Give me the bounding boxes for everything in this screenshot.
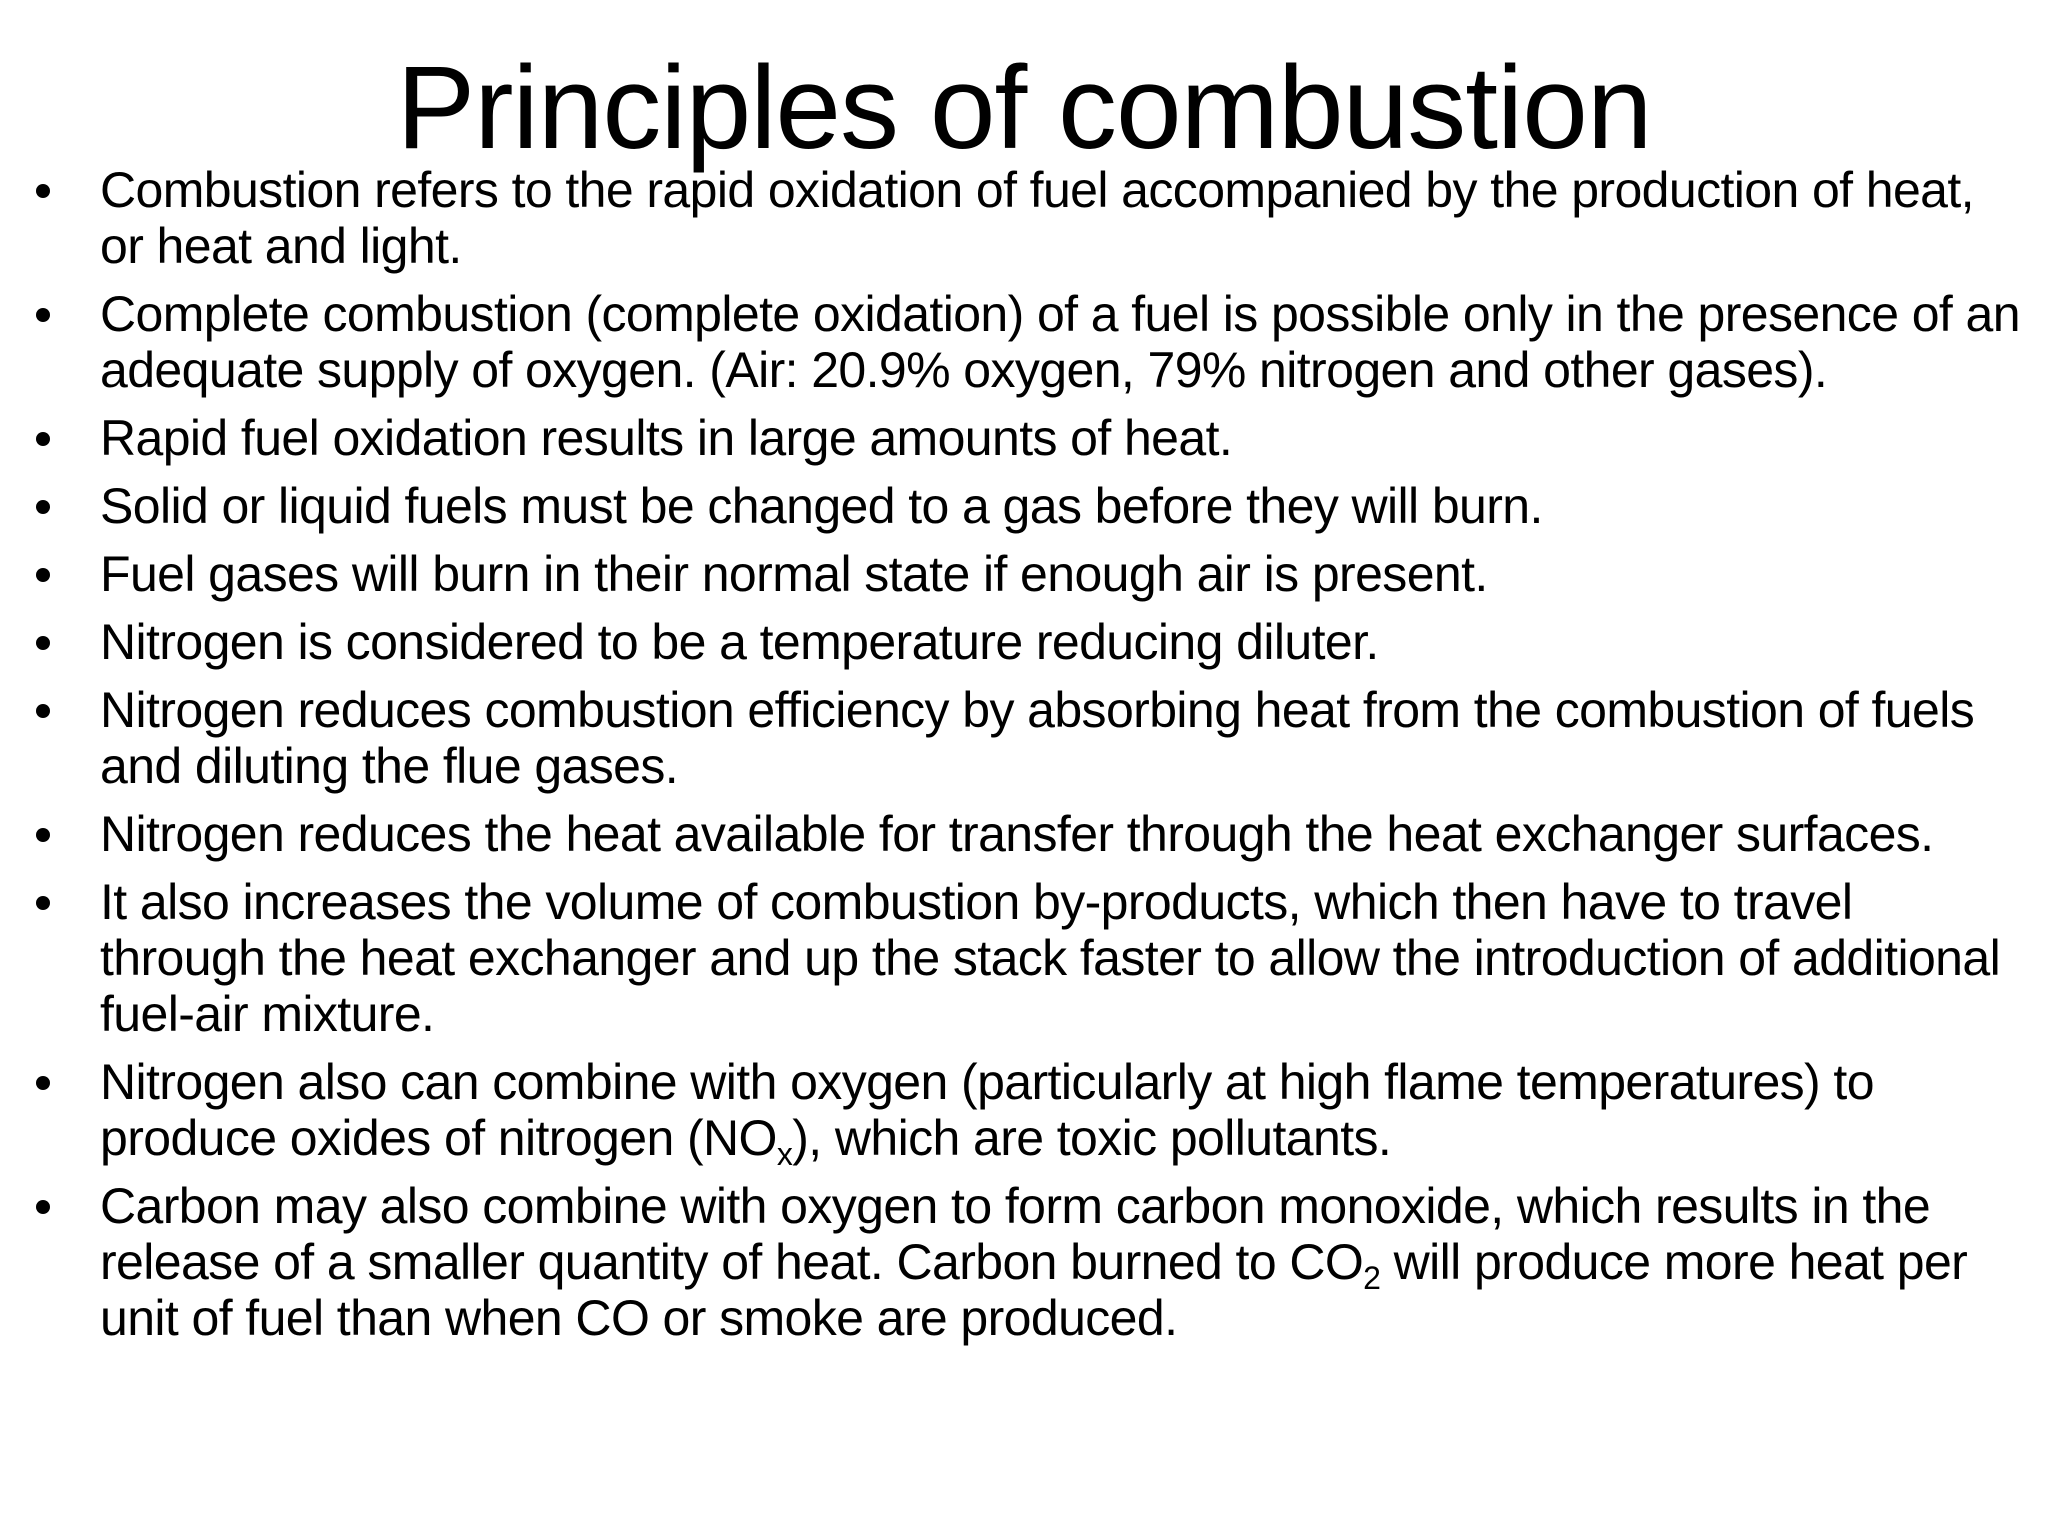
bullet-item xyxy=(0,1054,2048,1172)
bullet-text-part: Carbon may also combine with oxygen to form carbon monoxide, which results in the release of a smaller quantity of heat. Carbon burned to CO xyxy=(100,1178,1931,1290)
subscript: 2 xyxy=(1363,1260,1381,1296)
bullet-icon xyxy=(36,568,50,582)
bullet-text xyxy=(100,1054,1874,1172)
bullet-icon xyxy=(36,1076,50,1090)
bullet-text: Solid or liquid fuels must be changed to a gas before they will burn. xyxy=(100,478,1543,534)
slide-title: Principles of combustion xyxy=(396,42,1652,174)
bullet-text xyxy=(100,1178,1967,1346)
bullet-item xyxy=(0,614,2048,670)
bullet-item xyxy=(0,874,2048,1042)
bullet-icon xyxy=(36,896,50,910)
bullet-text-part: will produce more heat per unit of fuel than when CO or smoke are produced. xyxy=(100,1234,1968,1346)
bullet-text: It also increases the volume of combustion by-products, which then have to travel through the heat exchanger and up the stack faster to allow the introduction of additional fuel-air mixture. xyxy=(100,874,2001,1042)
bullet-item xyxy=(0,162,2048,274)
bullet-icon xyxy=(36,704,50,718)
bullet-text: Nitrogen reduces combustion efficiency by absorbing heat from the combustion of fuels and diluting the flue gases. xyxy=(100,682,1975,794)
bullet-text: Combustion refers to the rapid oxidation of fuel accompanied by the production of heat, or heat and light. xyxy=(100,162,1974,274)
bullet-icon xyxy=(36,828,50,842)
bullet-item xyxy=(0,682,2048,794)
bullet-item xyxy=(0,1178,2048,1346)
bullet-icon xyxy=(36,636,50,650)
bullet-icon xyxy=(36,184,50,198)
bullet-item xyxy=(0,478,2048,534)
bullet-item xyxy=(0,546,2048,602)
bullet-list xyxy=(0,162,2048,1358)
bullet-icon xyxy=(36,308,50,322)
bullet-text: Fuel gases will burn in their normal state if enough air is present. xyxy=(100,546,1488,602)
bullet-item xyxy=(0,410,2048,466)
subscript: x xyxy=(776,1136,793,1172)
bullet-icon xyxy=(36,432,50,446)
bullet-text-part: Nitrogen also can combine with oxygen (particularly at high flame temperatures) to produce oxides of nitrogen (NO xyxy=(100,1054,1874,1166)
bullet-icon xyxy=(36,500,50,514)
bullet-text: Nitrogen is considered to be a temperature reducing diluter. xyxy=(100,614,1379,670)
bullet-text: Nitrogen reduces the heat available for transfer through the heat exchanger surfaces. xyxy=(100,806,1934,862)
bullet-text: Complete combustion (complete oxidation) of a fuel is possible only in the presence of an adequate supply of oxygen. (Air: 20.9% oxygen, 79% nitrogen and other gases). xyxy=(100,286,2020,398)
bullet-item xyxy=(0,286,2048,398)
bullet-text: Rapid fuel oxidation results in large amounts of heat. xyxy=(100,410,1233,466)
bullet-item xyxy=(0,806,2048,862)
bullet-icon xyxy=(36,1200,50,1214)
bullet-text-part: ), which are toxic pollutants. xyxy=(792,1110,1392,1166)
